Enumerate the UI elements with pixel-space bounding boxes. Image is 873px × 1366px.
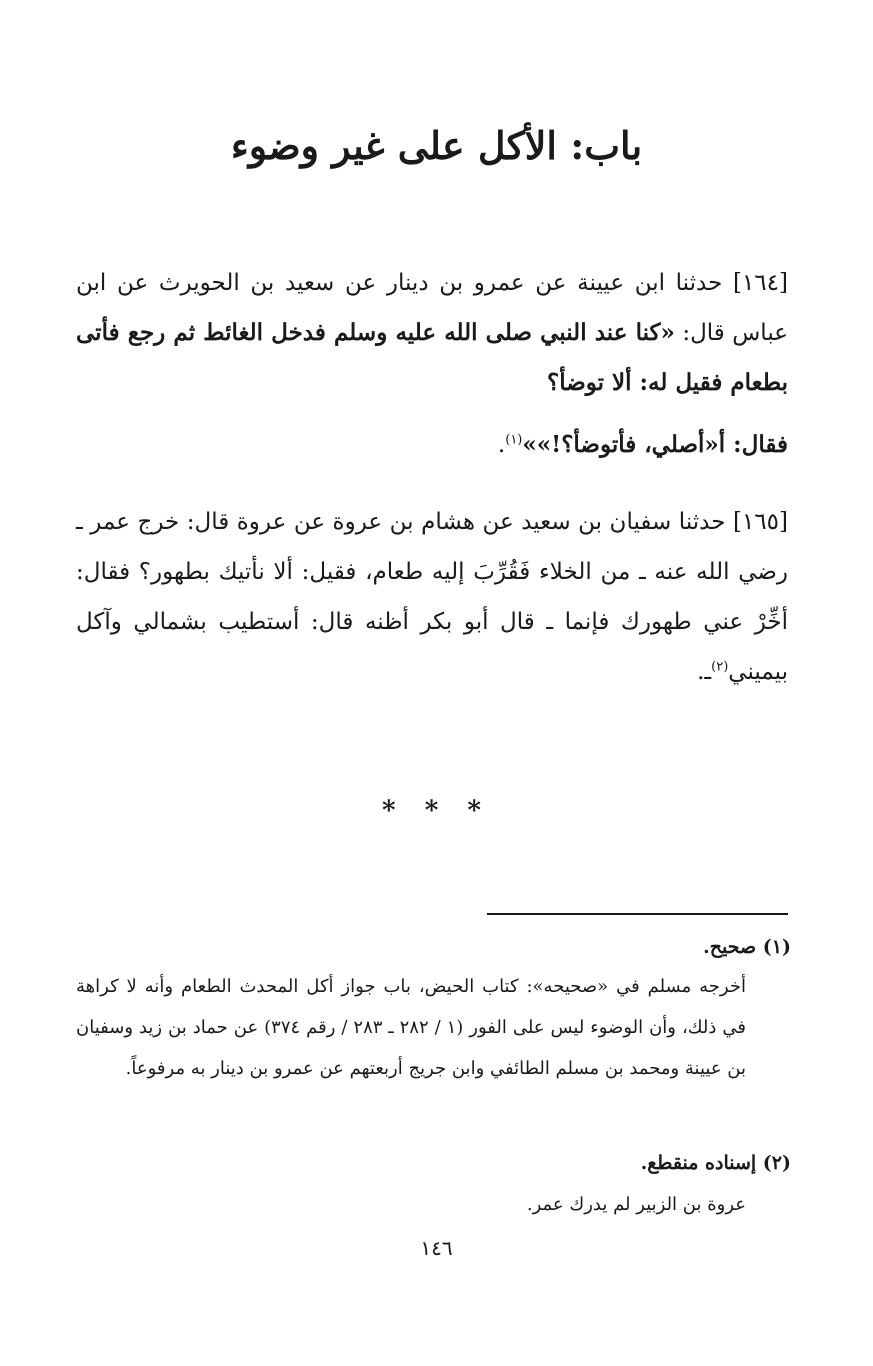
hadith-165 <box>76 497 788 697</box>
chapter-title: باب: الأكل على غير وضوء <box>230 123 643 168</box>
footnote-1-text: أخرجه مسلم في «صحيحه»: كتاب الحيض، باب جواز أكل المحدث الطعام وأنه لا كراهة في ذلك، وأن الوضوء ليس على الفور (١ / ٢٨٢ ـ ٢٨٣ / رقم ٣٧٤) عن حماد بن زيد وسفيان بن عيينة ومحمد بن مسلم الطائفي وابن جريج أربعتهم عن عمرو بن دينار به مرفوعاً. <box>76 976 747 1079</box>
page-number: ١٤٦ <box>420 1236 453 1260</box>
footnote-reference[interactable]: (٢) <box>711 659 729 675</box>
section-separator: * * * <box>382 796 491 826</box>
footnote-reference[interactable]: (١) <box>505 432 523 448</box>
hadith-number: [١٦٥] <box>732 509 788 535</box>
footnote-2-heading: (٢) إسناده منقطع. <box>640 1152 791 1174</box>
hadith-164-answer <box>76 420 788 470</box>
hadith-chain: حدثنا ابن عيينة عن عمرو بن دينار عن سعيد بن الحويرث عن ابن عباس قال: <box>76 270 788 346</box>
sentence-end: . <box>497 432 506 458</box>
sentence-end: ـ. <box>697 659 712 685</box>
hadith-164 <box>76 258 788 408</box>
hadith-text: «كنا عند النبي صلى الله عليه وسلم فدخل الغائط ثم رجع فأتى بطعام فقيل له: ألا توضأ؟ <box>76 319 788 396</box>
hadith-answer: فقال: أ«أصلي، فأتوضأ؟!»» <box>522 431 788 458</box>
hadith-number: [١٦٤] <box>732 270 788 296</box>
footnote-divider <box>487 913 788 915</box>
hadith-text: حدثنا سفيان بن سعيد عن هشام بن عروة عن عروة قال: خرج عمر ـ رضي الله عنه ـ من الخلاء فَقُرِّبَ إليه طعام، فقيل: ألا نأتيك بطهور؟ فقال: أخِّرْ عني طهورك فإنما ـ قال أبو بكر أظنه قال: أستطيب بشمالي وآكل بيميني <box>76 509 788 685</box>
footnote-2-text: عروة بن الزبير لم يدرك عمر. <box>526 1194 746 1215</box>
footnote-1-heading: (١) صحيح. <box>703 936 791 958</box>
